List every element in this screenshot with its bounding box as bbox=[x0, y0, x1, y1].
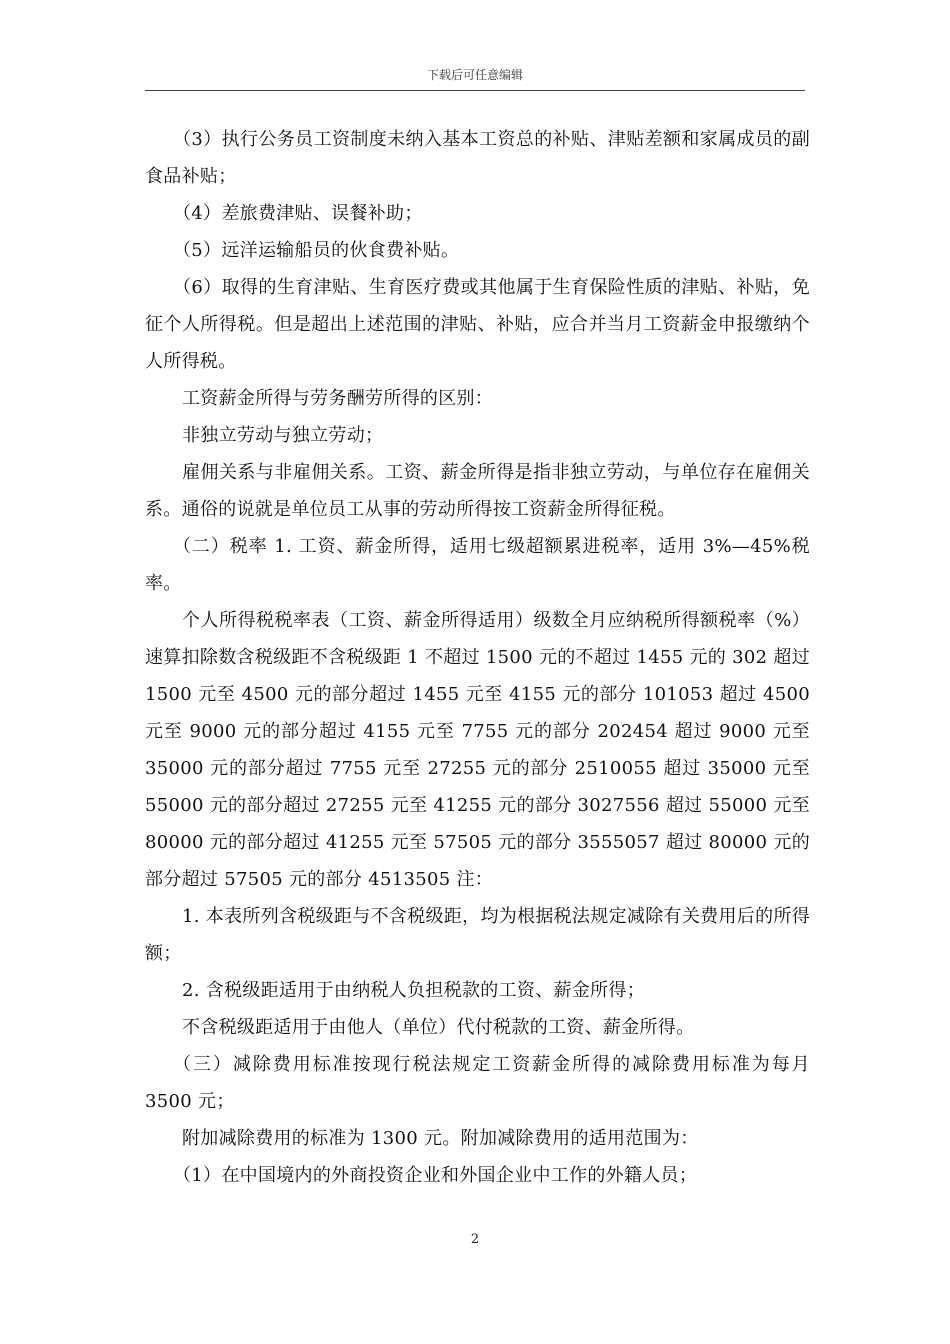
paragraph-distinction-heading: 工资薪金所得与劳务酬劳所得的区别： bbox=[182, 388, 494, 409]
paragraph-labor-types: 非独立劳动与独立劳动； bbox=[182, 425, 384, 446]
paragraph-note-3: 不含税级距适用于由他人（单位）代付税款的工资、薪金所得。 bbox=[182, 1017, 695, 1038]
paragraph-tax-rate-table: 个人所得税税率表（工资、薪金所得适用）级数全月应纳税所得额税率（%）速算扣除数含税级距不含税级距 1 不超过 1500 元的不超过 1455 元的 302 超过 1500 元至 4500 元的部分超过 1455 元至 4155 元的部分 101053 超过 4500 元至 9000 元的部分超过 4155 元至 7755 元的部分 202454 超过 9000 元至 35000 元的部分超过 7755 元至 27255 元的部分 2510055 超过 35000 元至 55000 元的部分超过 27255 元至 41255 元的部分 3027556 超过 55000 元至 80000 元的部分超过 41255 元至 57505 元的部分 3555057 超过 80000 元的部分超过 57505 元的部分 4513505 注： bbox=[145, 610, 810, 890]
paragraph-employment-relation: 雇佣关系与非雇佣关系。工资、薪金所得是指非独立劳动，与单位存在雇佣关系。通俗的说就是单位员工从事的劳动所得按工资薪金所得征税。 bbox=[145, 462, 810, 520]
paragraph-scope-item-1: （1）在中国境内的外商投资企业和外国企业中工作的外籍人员； bbox=[173, 1165, 698, 1186]
paragraph-note-2: 2. 含税级距适用于由纳税人负担税款的工资、薪金所得； bbox=[182, 980, 645, 1001]
paragraph-item-5: （5）远洋运输船员的伙食费补贴。 bbox=[173, 240, 460, 261]
paragraph-item-6: （6）取得的生育津贴、生育医疗费或其他属于生育保险性质的津贴、补贴，免征个人所得税。但是超出上述范围的津贴、补贴，应合并当月工资薪金申报缴纳个人所得税。 bbox=[145, 277, 810, 372]
page-header: 下载后可任意编辑 bbox=[426, 68, 523, 82]
paragraph-additional-deduction: 附加减除费用的标准为 1300 元。附加减除费用的适用范围为： bbox=[182, 1128, 699, 1149]
paragraph-item-4: （4）差旅费津贴、误餐补助； bbox=[173, 203, 423, 224]
page-number: 2 bbox=[470, 1232, 480, 1247]
document-body bbox=[145, 121, 810, 1194]
paragraph-deduction-standard: （三）减除费用标准按现行税法规定工资薪金所得的减除费用标准为每月 3500 元； bbox=[145, 1054, 810, 1112]
paragraph-item-3: （3）执行公务员工资制度未纳入基本工资总的补贴、津贴差额和家属成员的副食品补贴； bbox=[145, 129, 810, 187]
header-rule bbox=[145, 90, 805, 91]
paragraph-tax-rate: （二）税率 1. 工资、薪金所得，适用七级超额累进税率，适用 3%—45%税率。 bbox=[145, 536, 810, 594]
paragraph-note-1: 1. 本表所列含税级距与不含税级距，均为根据税法规定减除有关费用后的所得额； bbox=[145, 906, 810, 964]
